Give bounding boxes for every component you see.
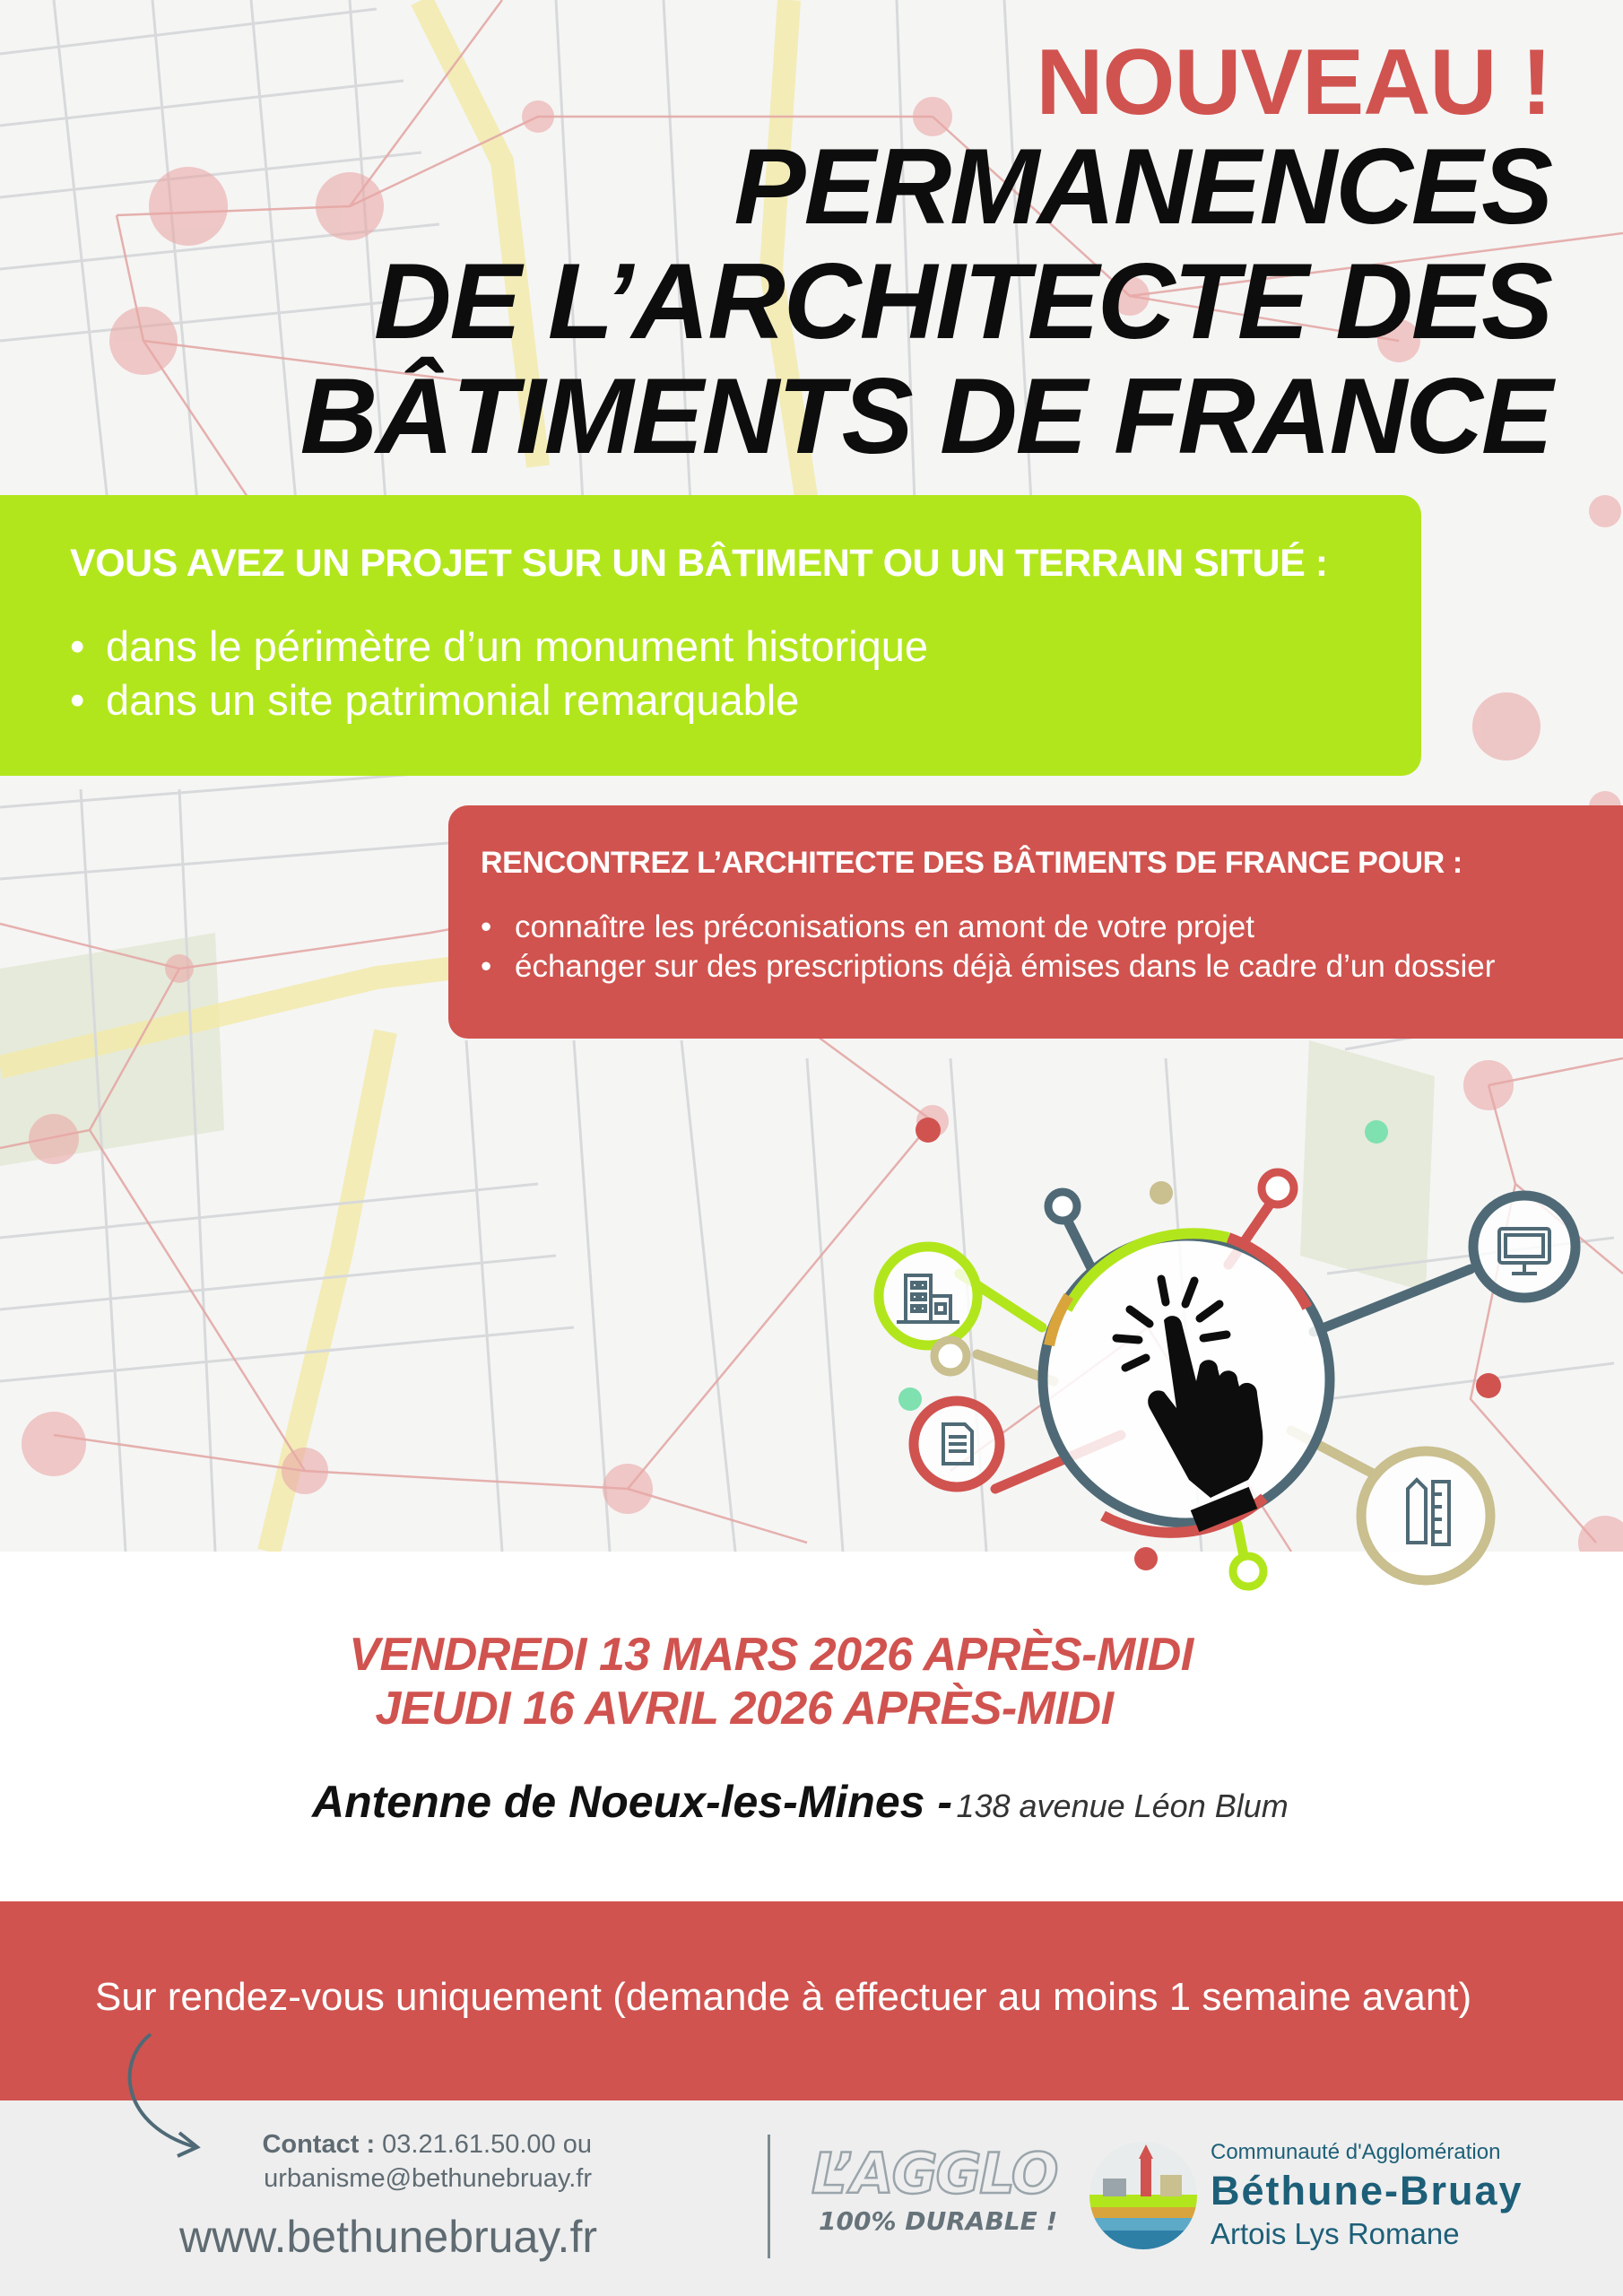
location bbox=[312, 1776, 1289, 1828]
new-label: NOUVEAU ! bbox=[1036, 30, 1551, 135]
meet-item-text: échanger sur des prescriptions déjà émises dans le cadre d’un dossier bbox=[515, 949, 1496, 984]
dates-block bbox=[0, 1628, 1623, 1735]
project-list bbox=[70, 620, 1421, 727]
appointment-text: Sur rendez-vous uniquement (demande à effectuer au moins 1 semaine avant) bbox=[95, 1975, 1472, 2019]
meet-item-text: connaître les préconisations en amont de votre projet bbox=[515, 909, 1254, 944]
project-item-text: dans un site patrimonial remarquable bbox=[106, 676, 800, 724]
project-item-text: dans le périmètre d’un monument historique bbox=[106, 622, 929, 670]
contact-label: Contact : bbox=[262, 2130, 376, 2159]
org-line-2: Béthune-Bruay bbox=[1211, 2168, 1523, 2213]
org-line-1: Communauté d'Agglomération bbox=[1211, 2140, 1501, 2164]
date-1: VENDREDI 13 MARS 2026 APRÈS-MIDI bbox=[349, 1629, 1193, 1681]
website-link[interactable]: www.bethunebruay.fr bbox=[179, 2212, 597, 2262]
list-item bbox=[481, 908, 1623, 947]
location-name: Antenne de Noeux-les-Mines - bbox=[312, 1777, 952, 1827]
bullet: • bbox=[70, 676, 85, 724]
bullet: • bbox=[481, 909, 492, 944]
date-2: JEUDI 16 AVRIL 2026 APRÈS-MIDI bbox=[375, 1683, 1114, 1735]
bullet: • bbox=[481, 949, 492, 984]
location-address: 138 avenue Léon Blum bbox=[956, 1787, 1289, 1824]
title-line-3: BÂTIMENTS DE FRANCE bbox=[299, 356, 1551, 476]
meet-heading: RENCONTREZ L’ARCHITECTE DES BÂTIMENTS DE FRANCE POUR : bbox=[481, 846, 1462, 880]
title-line-1: PERMANENCES bbox=[733, 126, 1551, 247]
meet-box bbox=[448, 805, 1623, 1039]
project-heading: VOUS AVEZ UN PROJET SUR UN BÂTIMENT OU UN TERRAIN SITUÉ : bbox=[70, 542, 1328, 585]
project-box bbox=[0, 495, 1421, 776]
title-line-2: DE L’ARCHITECTE DES bbox=[373, 241, 1551, 361]
footer-divider bbox=[768, 2135, 770, 2258]
list-item bbox=[70, 620, 1421, 674]
bullet: • bbox=[70, 622, 85, 670]
agglo-tagline: 100% DURABLE ! bbox=[819, 2206, 1058, 2236]
org-line-3: Artois Lys Romane bbox=[1211, 2217, 1460, 2250]
list-item bbox=[481, 947, 1623, 987]
meet-list bbox=[481, 908, 1623, 987]
organisation-name bbox=[1211, 2139, 1523, 2252]
agglo-durable-logo bbox=[812, 2142, 1072, 2249]
contact-block bbox=[179, 2127, 597, 2266]
list-item bbox=[70, 674, 1421, 727]
network-illustration bbox=[834, 1112, 1605, 1614]
headline bbox=[117, 30, 1551, 476]
appointment-band bbox=[0, 1901, 1623, 2100]
agglo-logo-text: L’AGGLO bbox=[812, 2141, 1057, 2206]
contact-email[interactable]: urbanisme@bethunebruay.fr bbox=[264, 2164, 592, 2193]
bethune-bruay-emblem-icon bbox=[1087, 2139, 1200, 2252]
contact-phone[interactable]: 03.21.61.50.00 ou bbox=[382, 2130, 592, 2159]
